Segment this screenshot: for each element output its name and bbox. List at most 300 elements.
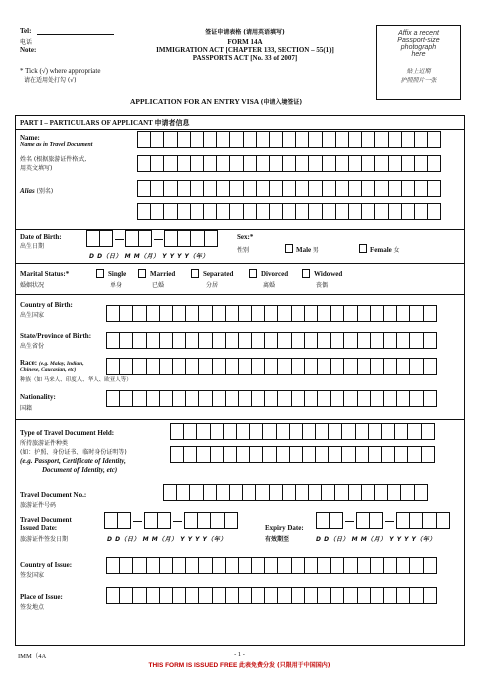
input-cell[interactable] (132, 587, 146, 604)
input-cell[interactable] (295, 203, 309, 220)
poi-field[interactable] (106, 587, 436, 604)
input-cell[interactable] (361, 155, 375, 172)
input-cell[interactable] (251, 358, 265, 375)
input-cell[interactable] (212, 557, 226, 574)
input-cell[interactable] (146, 305, 160, 322)
input-cell[interactable] (414, 203, 428, 220)
input-cell[interactable] (383, 557, 397, 574)
input-cell[interactable] (304, 557, 318, 574)
state-field[interactable] (106, 332, 436, 349)
input-cell[interactable] (329, 512, 343, 529)
input-cell[interactable] (330, 332, 344, 349)
input-cell[interactable] (198, 390, 212, 407)
input-cell[interactable] (370, 390, 384, 407)
input-cell[interactable] (289, 446, 303, 463)
input-cell[interactable] (251, 557, 265, 574)
input-cell[interactable] (427, 203, 441, 220)
input-cell[interactable] (396, 587, 410, 604)
input-cell[interactable] (216, 484, 230, 501)
input-cell[interactable] (190, 131, 204, 148)
input-cell[interactable] (308, 155, 322, 172)
input-cell[interactable] (407, 446, 421, 463)
input-cell[interactable] (291, 305, 305, 322)
separated-checkbox[interactable] (191, 269, 199, 278)
input-cell[interactable] (394, 423, 408, 440)
input-cell[interactable] (225, 305, 239, 322)
input-cell[interactable] (163, 180, 177, 197)
input-cell[interactable] (210, 446, 224, 463)
input-cell[interactable] (409, 587, 423, 604)
input-cell[interactable] (370, 332, 384, 349)
input-cell[interactable] (146, 587, 160, 604)
input-cell[interactable] (317, 358, 331, 375)
input-cell[interactable] (304, 332, 318, 349)
input-cell[interactable] (383, 587, 397, 604)
dob-day[interactable] (86, 230, 112, 247)
input-cell[interactable] (236, 446, 250, 463)
input-cell[interactable] (225, 587, 239, 604)
input-cell[interactable] (238, 557, 252, 574)
input-cell[interactable] (262, 446, 276, 463)
input-cell[interactable] (212, 587, 226, 604)
input-cell[interactable] (401, 155, 415, 172)
input-cell[interactable] (368, 446, 382, 463)
input-cell[interactable] (159, 305, 173, 322)
input-cell[interactable] (317, 587, 331, 604)
input-cell[interactable] (159, 332, 173, 349)
input-cell[interactable] (330, 305, 344, 322)
input-cell[interactable] (146, 358, 160, 375)
input-cell[interactable] (291, 557, 305, 574)
input-cell[interactable] (388, 155, 402, 172)
input-cell[interactable] (343, 557, 357, 574)
input-cell[interactable] (146, 332, 160, 349)
input-cell[interactable] (277, 557, 291, 574)
input-cell[interactable] (251, 587, 265, 604)
input-cell[interactable] (357, 358, 371, 375)
photo-box[interactable] (376, 25, 461, 100)
expiry-day[interactable] (316, 512, 342, 529)
input-cell[interactable] (355, 423, 369, 440)
input-cell[interactable] (422, 512, 436, 529)
input-cell[interactable] (277, 305, 291, 322)
input-cell[interactable] (277, 358, 291, 375)
input-cell[interactable] (383, 390, 397, 407)
input-cell[interactable] (348, 203, 362, 220)
input-cell[interactable] (229, 131, 243, 148)
input-cell[interactable] (348, 484, 362, 501)
input-cell[interactable] (159, 557, 173, 574)
input-cell[interactable] (117, 512, 131, 529)
ttd-field-row-2[interactable] (170, 446, 434, 463)
input-cell[interactable] (343, 332, 357, 349)
input-cell[interactable] (243, 180, 257, 197)
input-cell[interactable] (374, 203, 388, 220)
input-cell[interactable] (282, 155, 296, 172)
input-cell[interactable] (125, 230, 139, 247)
input-cell[interactable] (106, 358, 120, 375)
input-cell[interactable] (144, 512, 158, 529)
input-cell[interactable] (146, 557, 160, 574)
input-cell[interactable] (396, 390, 410, 407)
input-cell[interactable] (409, 512, 423, 529)
input-cell[interactable] (427, 131, 441, 148)
input-cell[interactable] (317, 557, 331, 574)
input-cell[interactable] (190, 230, 204, 247)
input-cell[interactable] (302, 423, 316, 440)
input-cell[interactable] (348, 180, 362, 197)
input-cell[interactable] (387, 484, 401, 501)
input-cell[interactable] (137, 131, 151, 148)
input-cell[interactable] (423, 332, 437, 349)
input-cell[interactable] (330, 557, 344, 574)
input-cell[interactable] (277, 587, 291, 604)
input-cell[interactable] (212, 305, 226, 322)
input-cell[interactable] (159, 587, 173, 604)
input-cell[interactable] (383, 305, 397, 322)
input-cell[interactable] (343, 390, 357, 407)
input-cell[interactable] (409, 305, 423, 322)
input-cell[interactable] (361, 180, 375, 197)
input-cell[interactable] (238, 358, 252, 375)
input-cell[interactable] (216, 180, 230, 197)
input-cell[interactable] (409, 358, 423, 375)
input-cell[interactable] (335, 180, 349, 197)
input-cell[interactable] (119, 305, 133, 322)
tdn-field[interactable] (163, 484, 427, 501)
input-cell[interactable] (164, 230, 178, 247)
input-cell[interactable] (383, 358, 397, 375)
input-cell[interactable] (132, 557, 146, 574)
issued-month[interactable] (144, 512, 170, 529)
input-cell[interactable] (396, 557, 410, 574)
input-cell[interactable] (421, 423, 435, 440)
input-cell[interactable] (423, 557, 437, 574)
input-cell[interactable] (409, 332, 423, 349)
alias-row-1[interactable] (137, 180, 440, 197)
input-cell[interactable] (159, 358, 173, 375)
input-cell[interactable] (212, 332, 226, 349)
input-cell[interactable] (238, 587, 252, 604)
input-cell[interactable] (357, 332, 371, 349)
input-cell[interactable] (388, 131, 402, 148)
input-cell[interactable] (369, 512, 383, 529)
input-cell[interactable] (276, 423, 290, 440)
issued-year[interactable] (184, 512, 237, 529)
input-cell[interactable] (176, 484, 190, 501)
input-cell[interactable] (335, 155, 349, 172)
input-cell[interactable] (190, 155, 204, 172)
input-cell[interactable] (361, 131, 375, 148)
input-cell[interactable] (119, 557, 133, 574)
input-cell[interactable] (225, 332, 239, 349)
input-cell[interactable] (137, 155, 151, 172)
input-cell[interactable] (295, 484, 309, 501)
input-cell[interactable] (370, 557, 384, 574)
input-cell[interactable] (361, 203, 375, 220)
input-cell[interactable] (150, 203, 164, 220)
input-cell[interactable] (256, 155, 270, 172)
input-cell[interactable] (170, 446, 184, 463)
input-cell[interactable] (106, 305, 120, 322)
input-cell[interactable] (150, 180, 164, 197)
input-cell[interactable] (427, 155, 441, 172)
input-cell[interactable] (104, 512, 118, 529)
input-cell[interactable] (172, 390, 186, 407)
input-cell[interactable] (374, 484, 388, 501)
input-cell[interactable] (172, 332, 186, 349)
input-cell[interactable] (210, 512, 224, 529)
input-cell[interactable] (414, 155, 428, 172)
input-cell[interactable] (355, 446, 369, 463)
input-cell[interactable] (256, 131, 270, 148)
input-cell[interactable] (212, 358, 226, 375)
input-cell[interactable] (132, 358, 146, 375)
input-cell[interactable] (348, 155, 362, 172)
input-cell[interactable] (264, 332, 278, 349)
input-cell[interactable] (238, 305, 252, 322)
input-cell[interactable] (370, 305, 384, 322)
input-cell[interactable] (216, 203, 230, 220)
input-cell[interactable] (269, 203, 283, 220)
input-cell[interactable] (138, 230, 152, 247)
input-cell[interactable] (251, 390, 265, 407)
input-cell[interactable] (177, 155, 191, 172)
input-cell[interactable] (374, 180, 388, 197)
input-cell[interactable] (225, 557, 239, 574)
input-cell[interactable] (185, 332, 199, 349)
input-cell[interactable] (106, 390, 120, 407)
input-cell[interactable] (423, 358, 437, 375)
input-cell[interactable] (341, 446, 355, 463)
input-cell[interactable] (304, 358, 318, 375)
input-cell[interactable] (282, 203, 296, 220)
input-cell[interactable] (172, 305, 186, 322)
input-cell[interactable] (348, 131, 362, 148)
input-cell[interactable] (163, 131, 177, 148)
name-row-1[interactable] (137, 131, 440, 148)
input-cell[interactable] (291, 390, 305, 407)
input-cell[interactable] (396, 332, 410, 349)
divorced-checkbox[interactable] (249, 269, 257, 278)
coi-field[interactable] (106, 557, 436, 574)
input-cell[interactable] (216, 131, 230, 148)
input-cell[interactable] (163, 484, 177, 501)
input-cell[interactable] (394, 446, 408, 463)
input-cell[interactable] (396, 512, 410, 529)
input-cell[interactable] (203, 203, 217, 220)
input-cell[interactable] (177, 203, 191, 220)
input-cell[interactable] (177, 230, 191, 247)
input-cell[interactable] (269, 484, 283, 501)
input-cell[interactable] (409, 390, 423, 407)
input-cell[interactable] (282, 484, 296, 501)
dob-year[interactable] (164, 230, 217, 247)
input-cell[interactable] (317, 332, 331, 349)
input-cell[interactable] (264, 587, 278, 604)
input-cell[interactable] (370, 587, 384, 604)
input-cell[interactable] (146, 390, 160, 407)
input-cell[interactable] (223, 423, 237, 440)
input-cell[interactable] (291, 358, 305, 375)
input-cell[interactable] (388, 180, 402, 197)
input-cell[interactable] (401, 203, 415, 220)
input-cell[interactable] (291, 332, 305, 349)
input-cell[interactable] (255, 484, 269, 501)
input-cell[interactable] (302, 446, 316, 463)
input-cell[interactable] (308, 180, 322, 197)
input-cell[interactable] (203, 131, 217, 148)
input-cell[interactable] (330, 587, 344, 604)
input-cell[interactable] (427, 180, 441, 197)
input-cell[interactable] (137, 203, 151, 220)
input-cell[interactable] (357, 305, 371, 322)
input-cell[interactable] (334, 484, 348, 501)
single-checkbox[interactable] (96, 269, 104, 278)
input-cell[interactable] (216, 155, 230, 172)
input-cell[interactable] (423, 587, 437, 604)
input-cell[interactable] (295, 180, 309, 197)
input-cell[interactable] (304, 305, 318, 322)
input-cell[interactable] (119, 390, 133, 407)
input-cell[interactable] (308, 203, 322, 220)
married-checkbox[interactable] (138, 269, 146, 278)
input-cell[interactable] (295, 131, 309, 148)
input-cell[interactable] (304, 390, 318, 407)
input-cell[interactable] (335, 203, 349, 220)
input-cell[interactable] (414, 131, 428, 148)
input-cell[interactable] (262, 423, 276, 440)
input-cell[interactable] (357, 390, 371, 407)
input-cell[interactable] (172, 557, 186, 574)
input-cell[interactable] (225, 358, 239, 375)
input-cell[interactable] (423, 390, 437, 407)
input-cell[interactable] (335, 131, 349, 148)
dob-month[interactable] (125, 230, 151, 247)
input-cell[interactable] (185, 358, 199, 375)
input-cell[interactable] (137, 180, 151, 197)
input-cell[interactable] (198, 305, 212, 322)
input-cell[interactable] (357, 587, 371, 604)
input-cell[interactable] (264, 305, 278, 322)
input-cell[interactable] (203, 484, 217, 501)
input-cell[interactable] (157, 512, 171, 529)
input-cell[interactable] (163, 203, 177, 220)
input-cell[interactable] (322, 155, 336, 172)
input-cell[interactable] (315, 446, 329, 463)
input-cell[interactable] (291, 587, 305, 604)
input-cell[interactable] (229, 155, 243, 172)
nationality-field[interactable] (106, 390, 436, 407)
input-cell[interactable] (229, 180, 243, 197)
input-cell[interactable] (383, 332, 397, 349)
input-cell[interactable] (357, 557, 371, 574)
input-cell[interactable] (177, 131, 191, 148)
input-cell[interactable] (204, 230, 218, 247)
input-cell[interactable] (203, 155, 217, 172)
input-cell[interactable] (295, 155, 309, 172)
input-cell[interactable] (229, 484, 243, 501)
input-cell[interactable] (322, 203, 336, 220)
input-cell[interactable] (238, 390, 252, 407)
input-cell[interactable] (198, 358, 212, 375)
input-cell[interactable] (177, 180, 191, 197)
input-cell[interactable] (172, 587, 186, 604)
name-row-2[interactable] (137, 155, 440, 172)
alias-row-2[interactable] (137, 203, 440, 220)
input-cell[interactable] (196, 446, 210, 463)
input-cell[interactable] (106, 557, 120, 574)
input-cell[interactable] (132, 305, 146, 322)
input-cell[interactable] (421, 446, 435, 463)
input-cell[interactable] (276, 446, 290, 463)
input-cell[interactable] (308, 131, 322, 148)
expiry-month[interactable] (356, 512, 382, 529)
input-cell[interactable] (356, 512, 370, 529)
input-cell[interactable] (99, 230, 113, 247)
input-cell[interactable] (163, 155, 177, 172)
input-cell[interactable] (315, 423, 329, 440)
input-cell[interactable] (185, 390, 199, 407)
input-cell[interactable] (277, 332, 291, 349)
input-cell[interactable] (132, 390, 146, 407)
input-cell[interactable] (330, 390, 344, 407)
input-cell[interactable] (223, 446, 237, 463)
input-cell[interactable] (436, 512, 450, 529)
input-cell[interactable] (381, 423, 395, 440)
input-cell[interactable] (198, 587, 212, 604)
input-cell[interactable] (316, 512, 330, 529)
input-cell[interactable] (322, 180, 336, 197)
tel-field[interactable] (37, 34, 114, 35)
input-cell[interactable] (243, 203, 257, 220)
ttd-field-row-1[interactable] (170, 423, 434, 440)
input-cell[interactable] (322, 131, 336, 148)
input-cell[interactable] (190, 203, 204, 220)
input-cell[interactable] (400, 484, 414, 501)
input-cell[interactable] (289, 423, 303, 440)
input-cell[interactable] (264, 557, 278, 574)
widowed-checkbox[interactable] (302, 269, 310, 278)
input-cell[interactable] (396, 358, 410, 375)
input-cell[interactable] (224, 512, 238, 529)
input-cell[interactable] (264, 358, 278, 375)
input-cell[interactable] (401, 131, 415, 148)
input-cell[interactable] (269, 180, 283, 197)
input-cell[interactable] (251, 305, 265, 322)
input-cell[interactable] (414, 484, 428, 501)
input-cell[interactable] (328, 423, 342, 440)
input-cell[interactable] (328, 446, 342, 463)
input-cell[interactable] (374, 155, 388, 172)
input-cell[interactable] (341, 423, 355, 440)
input-cell[interactable] (304, 587, 318, 604)
input-cell[interactable] (159, 390, 173, 407)
input-cell[interactable] (229, 203, 243, 220)
input-cell[interactable] (423, 305, 437, 322)
input-cell[interactable] (243, 155, 257, 172)
input-cell[interactable] (249, 423, 263, 440)
input-cell[interactable] (343, 358, 357, 375)
input-cell[interactable] (119, 332, 133, 349)
input-cell[interactable] (317, 390, 331, 407)
input-cell[interactable] (190, 180, 204, 197)
input-cell[interactable] (185, 557, 199, 574)
input-cell[interactable] (106, 587, 120, 604)
input-cell[interactable] (183, 423, 197, 440)
input-cell[interactable] (198, 332, 212, 349)
issued-day[interactable] (104, 512, 130, 529)
